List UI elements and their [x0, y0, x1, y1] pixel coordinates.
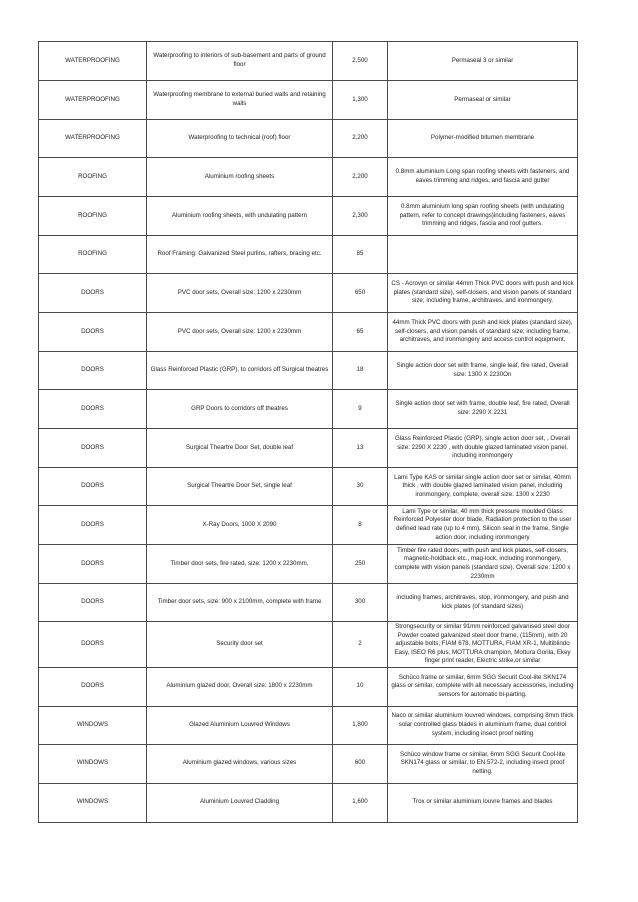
document-page: [38, 41, 577, 823]
table-row: [39, 158, 578, 197]
table-row: [39, 429, 578, 468]
specification-cell: Single action door set with frame, single leaf, fire rated, Overall size: 1300 X 2230On: [388, 352, 578, 390]
description-cell: GRP Doors to corridors off theatres: [147, 390, 333, 429]
category-cell: DOORS: [39, 274, 147, 313]
specification-cell: Naco or similar aluminium louvred windows, comprising 8mm thick solar controlled glass blades in aluminium frame, dual control system, including insect proof netting: [388, 706, 578, 744]
table-row: [39, 390, 578, 429]
specification-cell: Single action door set with frame, double leaf, fire rated, Overall size: 2290 X 2231: [388, 390, 578, 429]
table-row: [39, 352, 578, 390]
table-row: [39, 622, 578, 668]
table-row: [39, 42, 578, 81]
description-cell: Aluminium glazed door, Overall size: 1800 x 2230mm: [147, 667, 333, 706]
description-cell: Aluminium roofing sheets: [147, 158, 333, 197]
specification-cell: including frames, architraves, stop, ironmongery, and push and kick plates (of standard sizes): [388, 584, 578, 622]
description-cell: Waterproofing membrane to external buried walls and retaining walls: [147, 81, 333, 120]
specification-cell: Permaseal 3 or similar: [388, 42, 578, 81]
table-row: [39, 313, 578, 352]
quantity-cell: 1,300: [333, 81, 388, 120]
description-cell: X-Ray Doors, 1000 X 2090: [147, 506, 333, 545]
quantity-cell: 2: [333, 622, 388, 668]
description-cell: PVC door sets, Overall size: 1200 x 2230mm: [147, 274, 333, 313]
category-cell: DOORS: [39, 506, 147, 545]
description-cell: Waterproofing to technical (roof) floor: [147, 120, 333, 158]
category-cell: DOORS: [39, 468, 147, 506]
quantity-cell: 10: [333, 667, 388, 706]
quantity-cell: 250: [333, 545, 388, 584]
table-row: [39, 506, 578, 545]
specification-cell: Trox or similar aluminium louvre frames and blades: [388, 783, 578, 822]
quantity-cell: 65: [333, 313, 388, 352]
specification-cell: 0.8mm aluminium Long span roofing sheets with fasteners, and eaves trimming and ridges, and fascia and gutter: [388, 158, 578, 197]
specification-cell: Lami Type or similar, 40 mm thick pressure moulded Glass Reinforced Polyester door blade, Radiation protection to the user defined lead rate (up to 4 mm), Silicon seal in the frame, Single action door, including ironmongery: [388, 506, 578, 545]
quantity-cell: 9: [333, 390, 388, 429]
description-cell: Roof Framing: Galvanized Steel purlins, rafters, bracing etc.: [147, 236, 333, 274]
specification-cell: Timber fire rated doors, with push and kick plates, self-closers, magnetic-holdback etc., mag-lock, including ironmongery, complete with vision panels (standard size). Overall size: 1200 x 2230mm: [388, 545, 578, 584]
specification-cell: Schüco frame or similar, 6mm SGG Securit Cool-lite SKN174 glass or similar, complete with all necessary accessories, including sensors for automatic bi-parting.: [388, 667, 578, 706]
specification-cell: 0.8mm aluminium long span roofing sheets (with undulating pattern, refer to concept drawings)including fasteners, eaves trimming and ridges, fascia and roof gutters.: [388, 197, 578, 236]
table-row: [39, 468, 578, 506]
table-row: [39, 706, 578, 744]
quantity-cell: 18: [333, 352, 388, 390]
category-cell: DOORS: [39, 667, 147, 706]
category-cell: DOORS: [39, 622, 147, 668]
description-cell: Glass Reinforced Plastic (GRP), to corridors off Surgical theatres: [147, 352, 333, 390]
description-cell: Aluminium glazed windows, various sizes: [147, 744, 333, 783]
category-cell: DOORS: [39, 429, 147, 468]
specification-cell: Glass Reinforced Plastic (GRP), single action door set, , Overall size: 2290 X 2230 , with double glazed laminated vision panel, including ironmongery: [388, 429, 578, 468]
quantity-cell: 13: [333, 429, 388, 468]
specification-cell: Polymer-modified bitumen membrane: [388, 120, 578, 158]
category-cell: ROOFING: [39, 197, 147, 236]
table-row: [39, 197, 578, 236]
quantity-cell: 2,500: [333, 42, 388, 81]
description-cell: Aluminium roofing sheets, with undulating pattern: [147, 197, 333, 236]
category-cell: WINDOWS: [39, 744, 147, 783]
specification-table-body: [39, 42, 578, 823]
specification-cell: Permaseal or similar: [388, 81, 578, 120]
table-row: [39, 274, 578, 313]
category-cell: WATERPROOFING: [39, 120, 147, 158]
category-cell: ROOFING: [39, 158, 147, 197]
quantity-cell: 650: [333, 274, 388, 313]
quantity-cell: 2,300: [333, 197, 388, 236]
specification-table: [38, 41, 578, 823]
table-row: [39, 584, 578, 622]
table-row: [39, 783, 578, 822]
quantity-cell: 2,200: [333, 120, 388, 158]
quantity-cell: 300: [333, 584, 388, 622]
specification-cell: Schüco window frame or similar, 6mm SGG Securit Cool-lite SKN174 glass or similar, to EN 572-2, including insect proof netting.: [388, 744, 578, 783]
category-cell: WINDOWS: [39, 783, 147, 822]
category-cell: WATERPROOFING: [39, 42, 147, 81]
table-row: [39, 120, 578, 158]
category-cell: DOORS: [39, 390, 147, 429]
description-cell: Glazed Aluminium Louvred Windows: [147, 706, 333, 744]
description-cell: Timber door sets, fire rated, size: 1200 x 2230mm,: [147, 545, 333, 584]
table-row: [39, 545, 578, 584]
specification-cell: 44mm Thick PVC doors with push and kick plates (standard size), self-closers, and vision panels of standard size; including frame, architraves, and ironmongery and access control equipment,: [388, 313, 578, 352]
table-row: [39, 236, 578, 274]
description-cell: Surgical Theartre Door Set, double leaf: [147, 429, 333, 468]
category-cell: WATERPROOFING: [39, 81, 147, 120]
category-cell: DOORS: [39, 545, 147, 584]
specification-cell: [388, 236, 578, 274]
specification-cell: Strongsecurity or similar 91mm reinforced galvanised steel door Powder coated galvanized steel door frame, (115mm), with 20 adjustable bolts, FIAM 678, MOTTURA, FIAM XR-1, Multiblindo Easy, ISEO R6 plus, MOTTURA champion, Mottura Gorila, Ekey finger print reader, Electric strike,or similar: [388, 622, 578, 668]
quantity-cell: 1,800: [333, 706, 388, 744]
table-row: [39, 744, 578, 783]
category-cell: DOORS: [39, 584, 147, 622]
quantity-cell: 30: [333, 468, 388, 506]
quantity-cell: 1,600: [333, 783, 388, 822]
category-cell: DOORS: [39, 313, 147, 352]
description-cell: PVC door sets, Overall size: 1200 x 2230mm: [147, 313, 333, 352]
category-cell: ROOFING: [39, 236, 147, 274]
category-cell: WINDOWS: [39, 706, 147, 744]
quantity-cell: 600: [333, 744, 388, 783]
description-cell: Waterproofing to interiors of sub-basement and parts of ground floor: [147, 42, 333, 81]
specification-cell: Lami Type KAS or similar single action door set or similar, 40mm thick , with double glazed laminated vision panel, including ironmongery, complete, overall size: 1300 x 2230: [388, 468, 578, 506]
description-cell: Surgical Theartre Door Set, single leaf: [147, 468, 333, 506]
quantity-cell: 8: [333, 506, 388, 545]
quantity-cell: 2,200: [333, 158, 388, 197]
description-cell: Timber door sets, size: 900 x 2100mm, complete with frame: [147, 584, 333, 622]
table-row: [39, 667, 578, 706]
category-cell: DOORS: [39, 352, 147, 390]
table-row: [39, 81, 578, 120]
description-cell: Security door set: [147, 622, 333, 668]
specification-cell: CS - Acrovyn or similar 44mm Thick PVC doors with push and kick plates (standard size), self-closers, and vision panels of standard size; including frame, architraves, and ironmongery.: [388, 274, 578, 313]
quantity-cell: 85: [333, 236, 388, 274]
description-cell: Aluminium Louvred Cladding: [147, 783, 333, 822]
